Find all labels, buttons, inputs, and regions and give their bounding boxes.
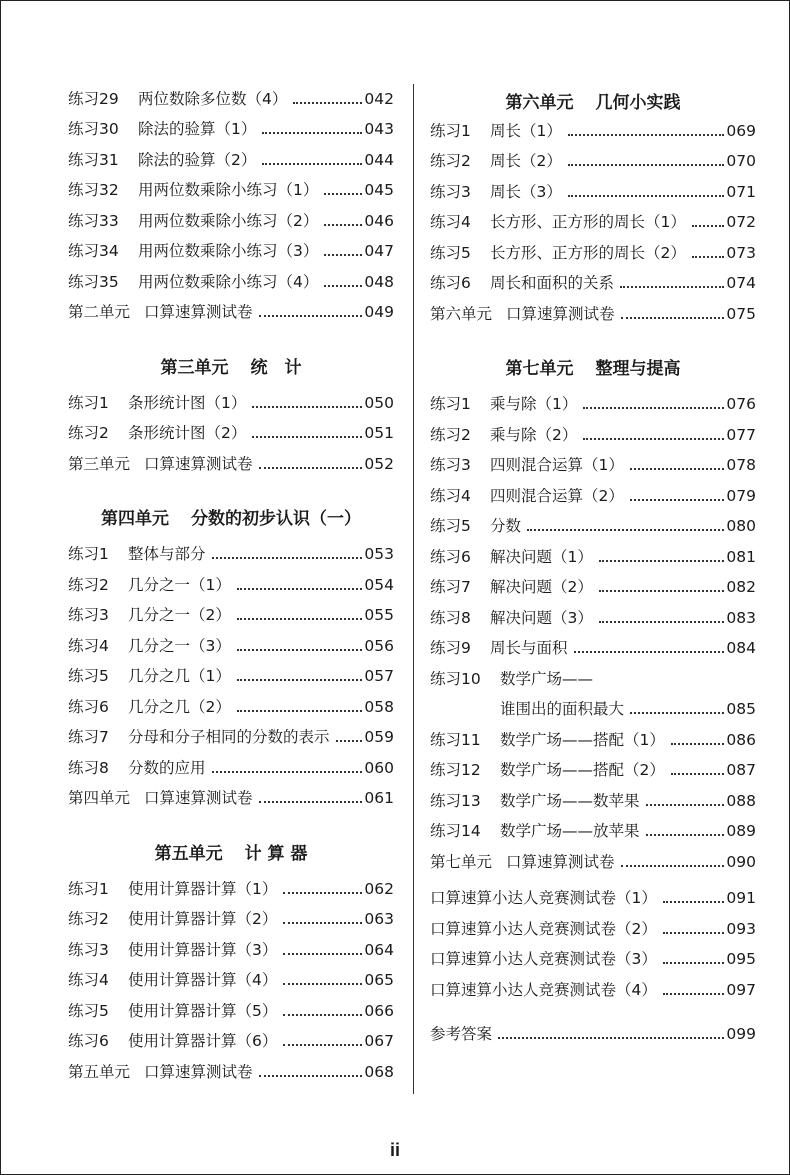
- toc-entry-code: 练习5: [430, 517, 471, 535]
- toc-entry-title: 分数: [490, 517, 522, 535]
- toc-entry[interactable]: [68, 206, 394, 237]
- toc-entry-code: 练习8: [430, 608, 471, 627]
- unit3-heading-number: 第三单元: [160, 357, 229, 378]
- toc-entry-page: 052: [364, 454, 394, 473]
- toc-entry-code: 练习5: [68, 667, 109, 685]
- toc-entry[interactable]: [68, 449, 394, 480]
- toc-entry-code: 练习10: [430, 669, 481, 688]
- dot-leader: [212, 770, 363, 773]
- toc-entry-code: 练习29: [68, 89, 119, 108]
- toc-entry-title: 几分之几（2）: [128, 697, 231, 716]
- dot-leader: [259, 1074, 363, 1077]
- dot-leader: [646, 803, 725, 806]
- toc-entry-page: 044: [364, 150, 394, 169]
- dot-leader: [663, 961, 725, 964]
- toc-entry-code: 练习3: [430, 456, 471, 474]
- toc-entry[interactable]: [68, 176, 394, 207]
- toc-entry-title: 口算速算测试卷: [506, 304, 615, 323]
- toc-entry-code: 练习7: [68, 728, 109, 746]
- toc-entry[interactable]: [430, 542, 756, 573]
- toc-entry-page: 054: [364, 575, 394, 594]
- toc-entry[interactable]: [68, 84, 394, 115]
- toc-entry[interactable]: [430, 420, 756, 451]
- toc-entry-code: 练习34: [68, 242, 119, 260]
- toc-entry-title: 除法的验算（1）: [138, 120, 257, 138]
- toc-entry-title: 条形统计图（1）: [128, 393, 247, 412]
- toc-entry-page: 084: [726, 639, 756, 657]
- dot-leader: [621, 316, 725, 319]
- unit7-heading: [430, 344, 756, 390]
- dot-leader: [630, 711, 724, 714]
- toc-entry-page: 053: [364, 545, 394, 563]
- toc-entry[interactable]: [430, 116, 756, 147]
- unit4-heading-title: 分数的初步认识（一）: [191, 509, 361, 529]
- toc-entry-code: 练习6: [430, 274, 471, 292]
- toc-entry-code: 练习1: [430, 395, 471, 413]
- toc-entry-title: 使用计算器计算（2）: [128, 910, 278, 928]
- toc-entry-page: 055: [364, 606, 394, 624]
- toc-entry-page: 056: [364, 636, 394, 655]
- dot-leader: [583, 406, 724, 409]
- toc-entry-code: 练习32: [68, 181, 119, 199]
- toc-entry-page: 073: [726, 243, 756, 262]
- toc-entry-code: 练习11: [430, 730, 481, 749]
- toc-entry-code: 第五单元: [68, 1062, 131, 1081]
- dot-leader: [283, 982, 362, 985]
- dot-leader: [259, 800, 363, 803]
- toc-entry[interactable]: [430, 147, 756, 178]
- toc-entry[interactable]: [430, 756, 756, 787]
- toc-entry[interactable]: [68, 966, 394, 997]
- toc-entry-title: 口算速算小达人竞赛测试卷（1）: [430, 889, 657, 907]
- toc-entry-title: 乘与除（1）: [490, 395, 578, 413]
- toc-entry-page: 060: [364, 758, 394, 777]
- dot-leader: [630, 498, 725, 501]
- toc-entry-page: 065: [364, 971, 394, 989]
- toc-entry-code: 练习1: [430, 121, 471, 140]
- toc-entry[interactable]: [68, 601, 394, 632]
- toc-entry[interactable]: [68, 267, 394, 298]
- toc-entry-code: 第七单元: [430, 852, 493, 871]
- toc-entry-title: 除法的验算（2）: [138, 150, 257, 169]
- toc-entry[interactable]: [430, 481, 756, 512]
- toc-entry-page: 064: [364, 940, 394, 959]
- dot-leader: [324, 284, 362, 287]
- toc-entry-title: 长方形、正方形的周长（1）: [490, 213, 686, 231]
- toc-entry-page: 063: [364, 910, 394, 928]
- toc-entry-page: 046: [364, 211, 394, 230]
- toc-entry-page: 079: [726, 486, 756, 505]
- toc-entry-code: 练习7: [430, 578, 471, 596]
- toc-entry-page: 069: [726, 121, 756, 140]
- toc-entry-page: 078: [726, 456, 756, 474]
- toc-entry-page: 080: [726, 517, 756, 535]
- toc-entry[interactable]: [68, 115, 394, 146]
- toc-entry[interactable]: [430, 914, 756, 945]
- dot-leader: [324, 253, 362, 256]
- toc-entry[interactable]: [430, 451, 756, 482]
- page-number-footer: ii: [389, 1140, 400, 1160]
- toc-entry-page: 074: [726, 274, 756, 292]
- toc-entry-code: 第三单元: [68, 454, 131, 473]
- toc-entry-code: 练习12: [430, 761, 481, 779]
- toc-entry-page: 045: [364, 181, 394, 199]
- toc-entry-page: 097: [726, 980, 756, 999]
- dot-leader: [620, 285, 724, 288]
- unit4-heading: [68, 494, 394, 540]
- toc-entry-code: 练习4: [68, 636, 109, 655]
- toc-entry-page: 086: [726, 730, 756, 749]
- toc-entry-code: 练习1: [68, 879, 109, 898]
- toc-entry-page: 099: [726, 1025, 756, 1043]
- dot-leader: [574, 650, 725, 653]
- dot-leader: [599, 589, 725, 592]
- dot-leader: [283, 1043, 362, 1046]
- toc-entry-title: 几分之一（3）: [128, 636, 231, 655]
- toc-entry[interactable]: [68, 631, 394, 662]
- dot-leader: [599, 559, 725, 562]
- toc-entry-title: 几分之一（1）: [128, 575, 231, 594]
- toc-entry[interactable]: [430, 884, 756, 915]
- dot-leader: [621, 864, 725, 867]
- toc-entry-title: 用两位数乘除小练习（2）: [138, 211, 319, 230]
- toc-entry-code: 练习33: [68, 211, 119, 230]
- toc-entry-title: 四则混合运算（2）: [490, 486, 624, 505]
- dot-leader: [568, 194, 725, 197]
- toc-entry[interactable]: [430, 390, 756, 421]
- toc-entry-page: 057: [364, 667, 394, 685]
- toc-entry-code: 练习2: [68, 424, 109, 442]
- toc-entry[interactable]: [430, 817, 756, 848]
- dot-leader: [262, 131, 362, 134]
- toc-entry[interactable]: [430, 208, 756, 239]
- toc-entry[interactable]: [430, 177, 756, 208]
- toc-entry-title: 口算速算测试卷: [144, 789, 253, 807]
- toc-entry-title: 几分之一（2）: [128, 606, 231, 624]
- dot-leader: [568, 163, 725, 166]
- toc-entry[interactable]: [68, 570, 394, 601]
- dot-leader: [324, 192, 362, 195]
- dot-leader: [663, 931, 725, 934]
- unit4-heading-number: 第四单元: [101, 509, 169, 529]
- toc-entry-page: 043: [364, 120, 394, 138]
- dot-leader: [324, 223, 362, 226]
- toc-entry-code: 练习4: [430, 213, 471, 231]
- toc-entry-code: 练习8: [68, 758, 109, 777]
- toc-entry-page: 089: [726, 822, 756, 840]
- toc-entry-title: 周长（2）: [490, 152, 562, 170]
- unit5-heading-title: 计 算 器: [244, 843, 308, 864]
- toc-entry-page: 085: [726, 700, 756, 718]
- dot-leader: [252, 435, 362, 438]
- toc-entry-code: 练习13: [430, 791, 481, 810]
- toc-entry-title: 解决问题（2）: [490, 578, 593, 596]
- toc-entry-code: 第六单元: [430, 304, 493, 323]
- toc-entry-practice10[interactable]: [430, 664, 756, 695]
- unit3-heading: [68, 342, 394, 388]
- toc-entry-code: 练习9: [430, 639, 471, 657]
- toc-entry[interactable]: [68, 388, 394, 419]
- toc-entry-title: 使用计算器计算（6）: [128, 1032, 278, 1050]
- toc-entry-code: 练习30: [68, 120, 119, 138]
- toc-entry-code: 练习3: [430, 182, 471, 201]
- toc-entry[interactable]: [430, 847, 756, 878]
- toc-entry-page: 050: [364, 393, 394, 412]
- toc-entry-title: 解决问题（3）: [490, 608, 593, 627]
- dot-leader: [671, 772, 725, 775]
- toc-entry-code: 练习2: [430, 425, 471, 444]
- toc-entry-title: 口算速算测试卷: [144, 1062, 253, 1081]
- toc-entry-page: 051: [364, 424, 394, 442]
- dot-leader: [237, 587, 363, 590]
- toc-entry-code: 练习6: [430, 547, 471, 566]
- toc-entry-page: 076: [726, 395, 756, 413]
- toc-entry-page: 077: [726, 425, 756, 444]
- toc-entry-title: 整体与部分: [128, 545, 206, 563]
- toc-entry-title: 数学广场——搭配（1）: [500, 730, 665, 749]
- toc-entry-code: 练习4: [430, 486, 471, 505]
- dot-leader: [663, 900, 725, 903]
- toc-entry[interactable]: [68, 874, 394, 905]
- dot-leader: [283, 952, 362, 955]
- dot-leader: [527, 528, 724, 531]
- toc-entry[interactable]: [68, 237, 394, 268]
- dot-leader: [283, 891, 362, 894]
- toc-entry-title: 口算速算测试卷: [144, 303, 253, 321]
- toc-entry[interactable]: [68, 996, 394, 1027]
- unit7-heading-title: 整理与提高: [595, 359, 681, 379]
- toc-entry-page: 082: [726, 578, 756, 596]
- toc-entry-code: 练习3: [68, 606, 109, 624]
- toc-entry-title: 口算速算小达人竞赛测试卷（2）: [430, 919, 657, 938]
- toc-entry-title: 周长（3）: [490, 182, 562, 201]
- toc-entry-title: 数学广场——搭配（2）: [500, 761, 665, 779]
- toc-entry-code: 练习3: [68, 940, 109, 959]
- toc-entry-page: 088: [726, 791, 756, 810]
- dot-leader: [671, 742, 725, 745]
- toc-entry-page: 083: [726, 608, 756, 627]
- dot-leader: [259, 466, 363, 469]
- unit3-heading-title: 统 计: [250, 357, 302, 378]
- toc-entry-code: 练习2: [68, 910, 109, 928]
- toc-entry-page: 066: [364, 1001, 394, 1020]
- dot-leader: [237, 678, 363, 681]
- toc-entry-page: 067: [364, 1032, 394, 1050]
- toc-entry[interactable]: [430, 299, 756, 330]
- toc-entry-title: 几分之几（1）: [128, 667, 231, 685]
- toc-entry-title: 数学广场——数苹果: [500, 791, 640, 810]
- toc-entry[interactable]: [430, 786, 756, 817]
- toc-entry[interactable]: [68, 662, 394, 693]
- toc-entry[interactable]: [68, 1057, 394, 1088]
- dot-leader: [212, 556, 363, 559]
- toc-entry-code: 练习4: [68, 971, 109, 989]
- toc-entry-title: 使用计算器计算（3）: [128, 940, 278, 959]
- dot-leader: [293, 101, 362, 104]
- toc-entry-title: 用两位数乘除小练习（1）: [138, 181, 319, 199]
- toc-entry[interactable]: [68, 692, 394, 723]
- toc-entry-code: 练习31: [68, 150, 119, 169]
- toc-entry-code: 练习35: [68, 272, 119, 291]
- unit6-heading: [430, 84, 756, 116]
- toc-entry-page: 048: [364, 272, 394, 291]
- dot-leader: [498, 1036, 724, 1039]
- toc-entry[interactable]: [430, 725, 756, 756]
- toc-entry-page: 081: [726, 547, 756, 566]
- toc-entry-page: 090: [726, 852, 756, 871]
- dot-leader: [252, 405, 362, 408]
- toc-entry-title: 周长（1）: [490, 121, 562, 140]
- toc-entry-title: 使用计算器计算（5）: [128, 1001, 278, 1020]
- unit5-heading-number: 第五单元: [154, 843, 223, 864]
- toc-entry-page: 093: [726, 919, 756, 938]
- toc-entry-title: 两位数除多位数（4）: [138, 89, 288, 108]
- toc-entry-title: 解决问题（1）: [490, 547, 593, 566]
- toc-entry[interactable]: [68, 540, 394, 571]
- toc-entry-title: 口算速算测试卷: [506, 852, 615, 871]
- toc-entry-code: 第四单元: [68, 789, 131, 807]
- toc-entry-title: 用两位数乘除小练习（3）: [138, 242, 319, 260]
- toc-entry-code: 练习14: [430, 822, 481, 840]
- dot-leader: [283, 921, 362, 924]
- toc-entry-page: 070: [726, 152, 756, 170]
- toc-entry[interactable]: [430, 975, 756, 1006]
- toc-entry-code: 练习2: [68, 575, 109, 594]
- toc-entry-page: 091: [726, 889, 756, 907]
- dot-leader: [283, 1013, 362, 1016]
- toc-entry[interactable]: [68, 935, 394, 966]
- toc-entry-title: 长方形、正方形的周长（2）: [490, 243, 686, 262]
- toc-entry-page: 061: [364, 789, 394, 807]
- toc-entry-title: 周长与面积: [490, 639, 568, 657]
- dot-leader: [568, 133, 725, 136]
- toc-entry[interactable]: [430, 634, 756, 665]
- unit6-heading-number: 第六单元: [505, 92, 574, 113]
- toc-entry-title: 条形统计图（2）: [128, 424, 247, 442]
- unit5-heading: [68, 828, 394, 874]
- toc-entry[interactable]: [68, 1027, 394, 1058]
- toc-entry[interactable]: [430, 603, 756, 634]
- toc-entry-code: 练习6: [68, 1032, 109, 1050]
- dot-leader: [646, 833, 725, 836]
- toc-left-column: [68, 84, 394, 1088]
- toc-entry[interactable]: [68, 419, 394, 450]
- unit7-heading-number: 第七单元: [505, 359, 574, 379]
- toc-entry[interactable]: [430, 269, 756, 300]
- dot-leader: [583, 437, 724, 440]
- dot-leader: [336, 739, 363, 742]
- toc-entry-page: 042: [364, 89, 394, 108]
- toc-entry-code: 第二单元: [68, 303, 131, 321]
- toc-entry-code: 练习6: [68, 697, 109, 716]
- toc-entry[interactable]: [430, 238, 756, 269]
- dot-leader: [237, 648, 363, 651]
- dot-leader: [630, 467, 725, 470]
- toc-entry-title: 使用计算器计算（1）: [128, 879, 278, 898]
- toc-entry-practice10-cont[interactable]: [430, 695, 756, 726]
- column-divider: [413, 84, 414, 1094]
- toc-right-column: [430, 84, 756, 1050]
- toc-entry-title: 口算速算测试卷: [144, 454, 253, 473]
- toc-entry-page: 049: [364, 303, 394, 321]
- toc-entry[interactable]: [430, 945, 756, 976]
- toc-entry-code: 练习2: [430, 152, 471, 170]
- dot-leader: [599, 620, 725, 623]
- toc-entry-page: 047: [364, 242, 394, 260]
- toc-entry-code: 练习5: [430, 243, 471, 262]
- toc-entry-page: 075: [726, 304, 756, 323]
- toc-entry-page: 072: [726, 213, 756, 231]
- toc-entry-page: 071: [726, 182, 756, 201]
- toc-entry-title: 口算速算小达人竞赛测试卷（3）: [430, 950, 657, 968]
- toc-entry-page: 068: [364, 1062, 394, 1081]
- toc-entry-page: 062: [364, 879, 394, 898]
- toc-entry-code: 练习1: [68, 393, 109, 412]
- toc-entry-page: 058: [364, 697, 394, 716]
- toc-entry[interactable]: [430, 512, 756, 543]
- dot-leader: [237, 709, 363, 712]
- toc-entry-title-cont: 谁围出的面积最大: [500, 700, 625, 718]
- toc-entry-title: 口算速算小达人竞赛测试卷（4）: [430, 980, 657, 999]
- toc-entry[interactable]: [68, 145, 394, 176]
- toc-entry[interactable]: [68, 723, 394, 754]
- toc-entry[interactable]: [68, 905, 394, 936]
- toc-entry-title: 周长和面积的关系: [490, 274, 615, 292]
- toc-entry-title: 分数的应用: [128, 758, 206, 777]
- toc-entry-title: 使用计算器计算（4）: [128, 971, 278, 989]
- toc-entry-page: 095: [726, 950, 756, 968]
- toc-entry-page: 059: [364, 728, 394, 746]
- toc-entry[interactable]: [68, 298, 394, 329]
- toc-entry-title: 数学广场——: [500, 669, 594, 688]
- toc-entry-code: 练习5: [68, 1001, 109, 1020]
- toc-entry[interactable]: [430, 573, 756, 604]
- toc-entry-title: 四则混合运算（1）: [490, 456, 624, 474]
- toc-entry-title: 分母和分子相同的分数的表示: [128, 728, 330, 746]
- dot-leader: [237, 617, 363, 620]
- toc-entry-title: 参考答案: [430, 1025, 493, 1043]
- toc-entry-code: 练习1: [68, 545, 109, 563]
- toc-entry-title: 乘与除（2）: [490, 425, 578, 444]
- dot-leader: [692, 255, 725, 258]
- dot-leader: [692, 224, 725, 227]
- toc-entry[interactable]: [68, 753, 394, 784]
- dot-leader: [259, 314, 363, 317]
- toc-entry-answers[interactable]: [430, 1020, 756, 1051]
- toc-entry-title: 数学广场——放苹果: [500, 822, 640, 840]
- dot-leader: [262, 162, 362, 165]
- dot-leader: [663, 992, 725, 995]
- toc-entry-title: 用两位数乘除小练习（4）: [138, 272, 319, 291]
- unit6-heading-title: 几何小实践: [595, 92, 681, 113]
- toc-entry[interactable]: [68, 784, 394, 815]
- toc-entry-page: 087: [726, 761, 756, 779]
